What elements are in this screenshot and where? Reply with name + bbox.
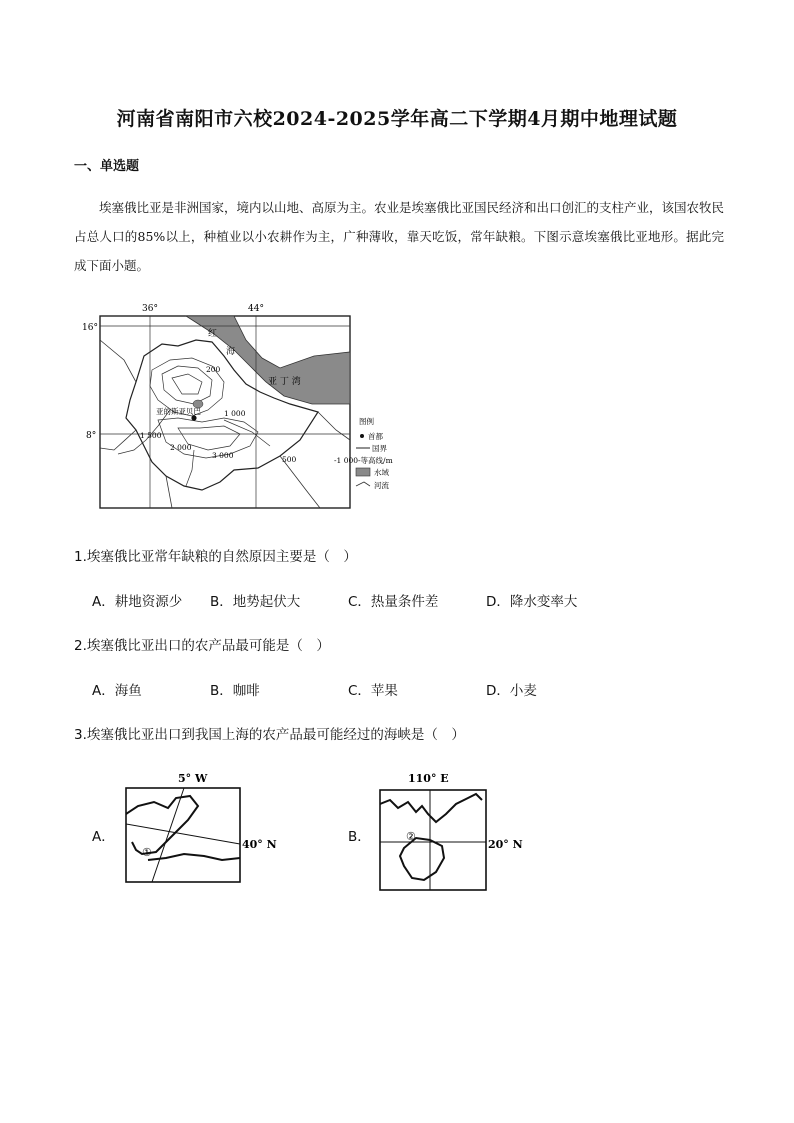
gulf-label: 亚 丁 湾	[268, 377, 301, 387]
question-3: 3.埃塞俄比亚出口到我国上海的农产品最可能经过的海峡是（ ）	[74, 727, 465, 743]
strait-map-a	[118, 768, 278, 888]
contour-label: 3 000	[212, 451, 234, 460]
red-sea-label-2: 海	[226, 347, 236, 357]
legend-river: 河流	[374, 481, 389, 490]
contour-label: 500	[282, 455, 297, 464]
strait-marker-2: ②	[406, 830, 416, 843]
option-b[interactable]: B．地势起伏大	[210, 594, 301, 610]
legend-capital: 首都	[368, 432, 383, 441]
lat-label-16: 16°	[82, 323, 98, 333]
ethiopia-terrain-map	[74, 300, 414, 515]
capital-label: 亚的斯亚贝巴	[156, 407, 201, 416]
reading-passage: 埃塞俄比亚是非洲国家，境内以山地、高原为主。农业是埃塞俄比亚国民经济和出口创汇的支柱产业，该国农牧民占总人口的85%以上，种植业以小农耕作为主，广种薄收，靠天吃饭，常年缺粮。下图示意埃塞俄比亚地形。据此完成下面小题。	[74, 200, 725, 273]
lat-label-20n: 20° N	[488, 838, 523, 851]
legend-contour: -1 000-等高线/m	[334, 456, 393, 465]
legend-water: 水域	[374, 468, 389, 477]
option-b-label[interactable]: B．	[348, 829, 371, 845]
option-a[interactable]: A．海鱼	[92, 683, 142, 699]
lon-label-44: 44°	[248, 304, 264, 314]
option-a[interactable]: A．耕地资源少	[92, 594, 183, 610]
section-heading: 一、单选题	[74, 159, 140, 174]
option-a-label[interactable]: A．	[92, 829, 115, 845]
contour-label: 200	[206, 365, 221, 374]
strait-map-b	[376, 768, 536, 893]
page-title: 河南省南阳市六校2024-2025学年高二下学期4月期中地理试题	[116, 108, 678, 130]
svg-text:图例: 图例	[359, 417, 374, 426]
strait-marker-1: ①	[142, 846, 152, 859]
red-sea-label-1: 红	[208, 329, 218, 339]
lon-label-110e: 110° E	[408, 772, 449, 785]
contour-label: 2 000	[170, 443, 192, 452]
lon-label-36: 36°	[142, 304, 158, 314]
lat-label-8: 8°	[86, 431, 97, 441]
lat-label-40n: 40° N	[242, 838, 277, 851]
question-2: 2.埃塞俄比亚出口的农产品最可能是（ ）	[74, 638, 330, 654]
legend-border: 国界	[372, 444, 387, 453]
contour-label: 1 500	[140, 431, 162, 440]
option-d[interactable]: D．小麦	[486, 683, 537, 699]
contour-label: 1 000	[224, 409, 246, 418]
option-c[interactable]: C．苹果	[348, 683, 398, 699]
option-c[interactable]: C．热量条件差	[348, 594, 439, 610]
option-d[interactable]: D．降水变率大	[486, 594, 578, 610]
lon-label-5w: 5° W	[178, 772, 208, 785]
option-b[interactable]: B．咖啡	[210, 683, 260, 699]
question-1: 1.埃塞俄比亚常年缺粮的自然原因主要是（ ）	[74, 549, 357, 565]
